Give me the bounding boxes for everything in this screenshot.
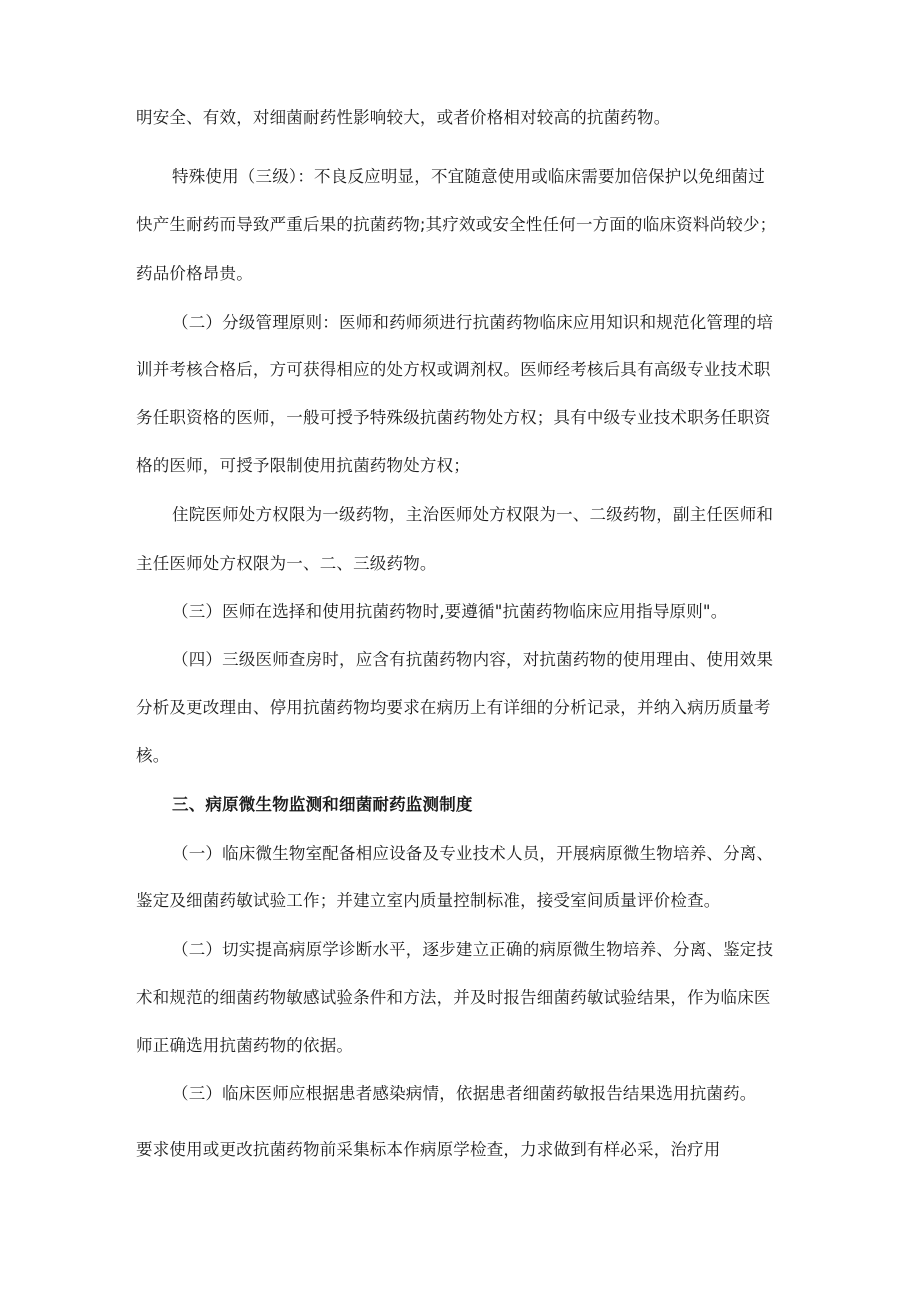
- text-line-22: 要求使用或更改抗菌药物前采集标本作病原学检查，力求做到有样必采，治疗用: [136, 1140, 721, 1159]
- section-heading: 三、病原微生物监测和细菌耐药监测制度: [172, 795, 473, 814]
- text-line-3: 快产生耐药而导致严重后果的抗菌药物;其疗效或安全性任何一方面的临床资料尚较少；: [136, 215, 777, 234]
- text-line-2: 特殊使用（三级）：不良反应明显，不宜随意使用或临床需要加倍保护以免细菌过: [172, 167, 765, 186]
- text-line-17: 鉴定及细菌药敏试验工作；并建立室内质量控制标准，接受室间质量评价检查。: [136, 891, 721, 910]
- text-line-18: （二）切实提高病原学诊断水平，逐步建立正确的病原微生物培养、分离、鉴定技: [172, 940, 774, 959]
- text-line-1: 明安全、有效，对细菌耐药性影响较大，或者价格相对较高的抗菌药物。: [136, 108, 671, 127]
- text-line-10: 主任医师处方权限为一、二、三级药物。: [136, 554, 437, 573]
- text-line-9: 住院医师处方权限为一级药物，主治医师处方权限为一、二级药物，副主任医师和: [172, 505, 774, 524]
- text-line-6: 训并考核合格后，方可获得相应的处方权或调剂权。医师经考核后具有高级专业技术职: [136, 360, 771, 379]
- text-line-11: （三）医师在选择和使用抗菌药物时,要遵循"抗菌药物临床应用指导原则"。: [172, 602, 728, 621]
- text-line-19: 术和规范的细菌药物敏感试验条件和方法，并及时报告细菌药敏试验结果，作为临床医: [136, 988, 771, 1007]
- text-line-21: （三）临床医师应根据患者感染病情，依据患者细菌药敏报告结果选用抗菌药。: [172, 1084, 757, 1103]
- text-line-14: 核。: [136, 746, 170, 765]
- text-line-12: （四）三级医师查房时，应含有抗菌药物内容，对抗菌药物的使用理由、使用效果: [172, 650, 774, 669]
- text-line-7: 务任职资格的医师，一般可授予特殊级抗菌药物处方权；具有中级专业技术职务任职资: [136, 408, 771, 427]
- text-line-4: 药品价格昂贵。: [136, 264, 253, 283]
- text-line-5: （二）分级管理原则：医师和药师须进行抗菌药物临床应用知识和规范化管理的培: [172, 313, 774, 332]
- text-line-13: 分析及更改理由、停用抗菌药物均要求在病历上有详细的分析记录，并纳入病历质量考: [136, 698, 771, 717]
- text-line-8: 格的医师，可授予限制使用抗菌药物处方权；: [136, 456, 470, 475]
- text-line-20: 师正确选用抗菌药物的依据。: [136, 1036, 354, 1055]
- text-line-16: （一）临床微生物室配备相应设备及专业技术人员，开展病原微生物培养、分离、: [172, 844, 774, 863]
